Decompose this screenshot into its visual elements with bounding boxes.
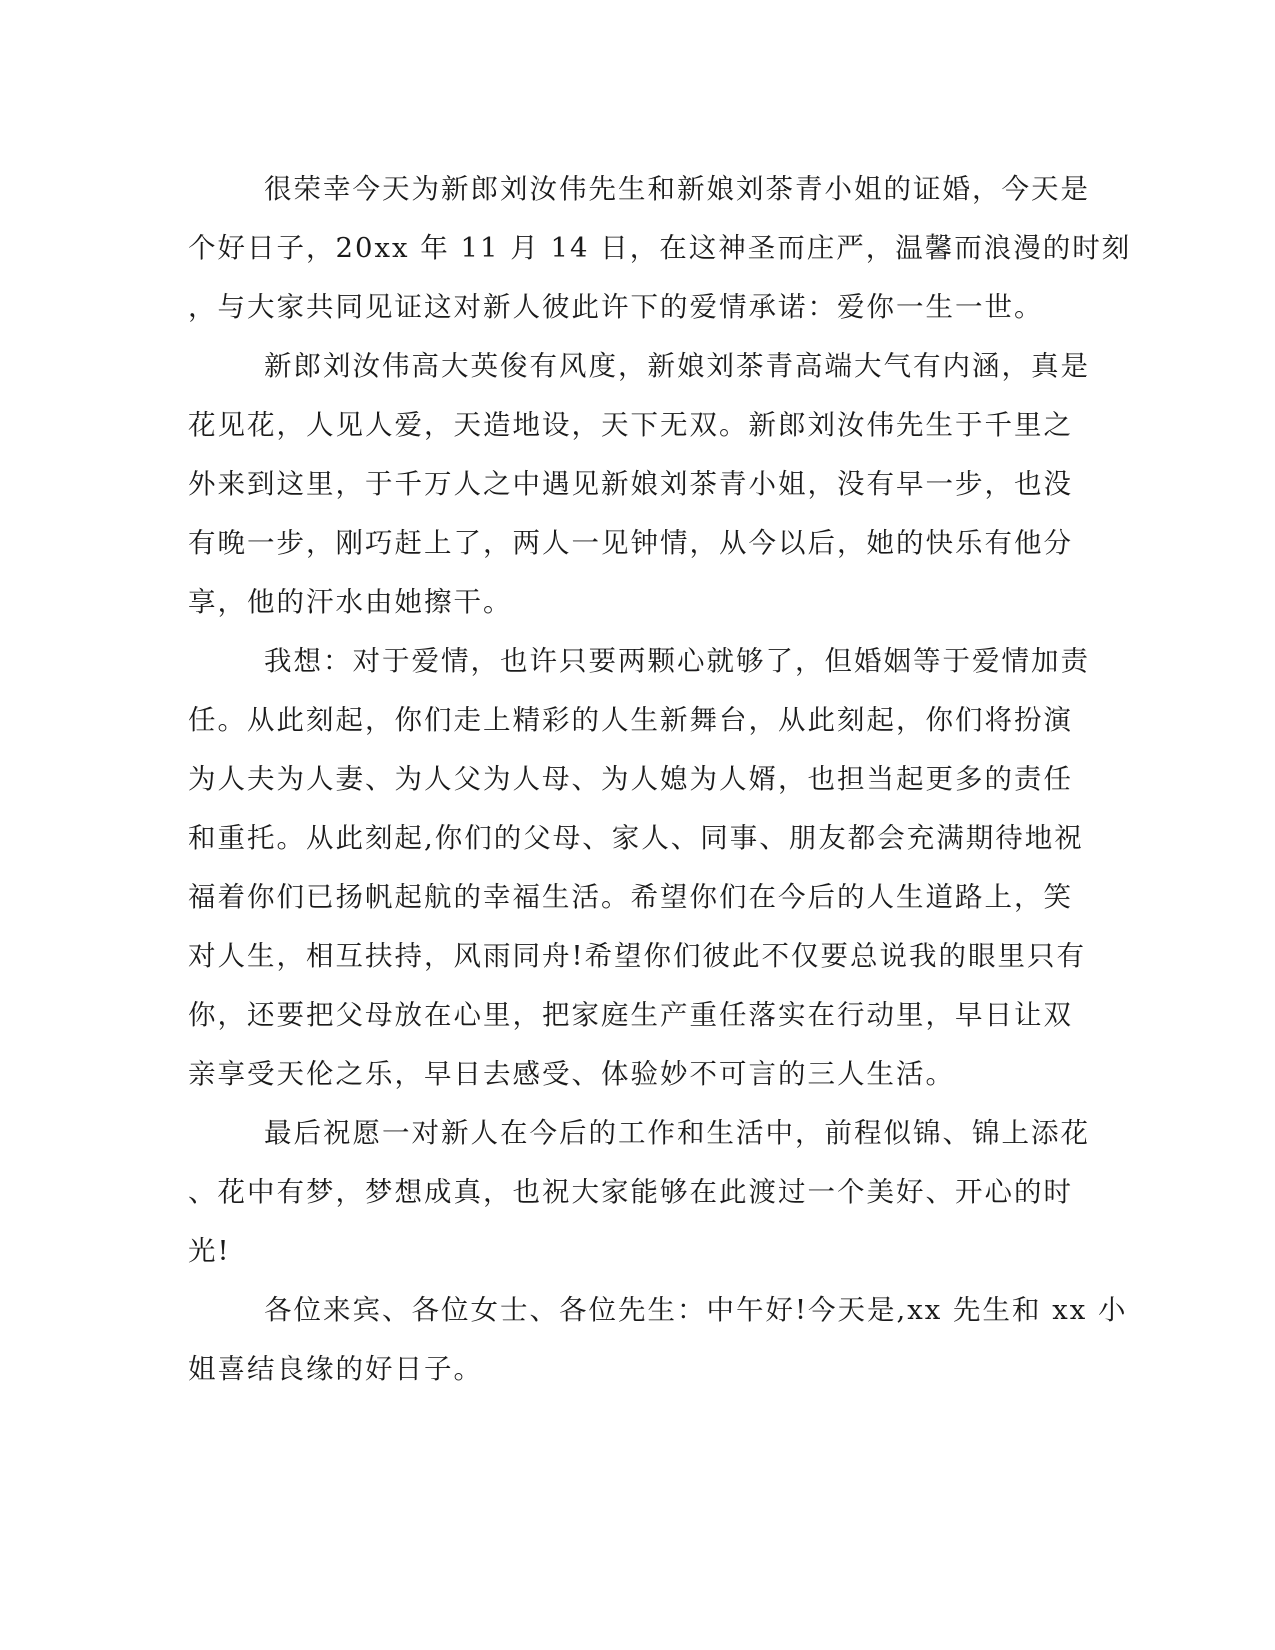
text-line: 有晚一步，刚巧赶上了，两人一见钟情，从今以后，她的快乐有他分 — [188, 527, 1073, 559]
text-line: 最后祝愿一对新人在今后的工作和生活中，前程似锦、锦上添花 — [264, 1117, 1090, 1149]
text-line: 外来到这里，于千万人之中遇见新娘刘茶青小姐，没有早一步，也没 — [188, 468, 1073, 500]
text-line: 享，他的汗水由她擦干。 — [188, 586, 513, 618]
text-line: 、花中有梦，梦想成真，也祝大家能够在此渡过一个美好、开心的时 — [188, 1176, 1073, 1208]
text-line: 新郎刘汝伟高大英俊有风度，新娘刘茶青高端大气有内涵，真是 — [264, 350, 1090, 382]
text-line: 个好日子，20xx 年 11 月 14 日，在这神圣而庄严，温馨而浪漫的时刻 — [188, 232, 1132, 264]
paragraph-3 — [188, 632, 1088, 1104]
text-line: 光! — [188, 1235, 231, 1267]
text-line: 姐喜结良缘的好日子。 — [188, 1353, 483, 1385]
paragraph-1 — [188, 160, 1132, 337]
text-line: ，与大家共同见证这对新人彼此许下的爱情承诺：爱你一生一世。 — [188, 291, 1044, 323]
text-line: 花见花，人见人爱，天造地设，天下无双。新郎刘汝伟先生于千里之 — [188, 409, 1073, 441]
paragraph-2 — [188, 337, 1088, 632]
text-line: 你，还要把父母放在心里，把家庭生产重任落实在行动里，早日让双 — [188, 999, 1073, 1031]
paragraph-5 — [188, 1281, 1128, 1399]
document-body — [188, 160, 1132, 1399]
text-line: 任。从此刻起，你们走上精彩的人生新舞台，从此刻起，你们将扮演 — [188, 704, 1073, 736]
paragraph-4 — [188, 1104, 1088, 1281]
text-line: 对人生，相互扶持，风雨同舟!希望你们彼此不仅要总说我的眼里只有 — [188, 940, 1087, 972]
text-line: 亲享受天伦之乐，早日去感受、体验妙不可言的三人生活。 — [188, 1058, 955, 1090]
text-line: 和重托。从此刻起,你们的父母、家人、同事、朋友都会充满期待地祝 — [188, 822, 1084, 854]
text-line: 各位来宾、各位女士、各位先生：中午好!今天是,xx 先生和 xx 小 — [264, 1294, 1128, 1326]
text-line: 很荣幸今天为新郎刘汝伟先生和新娘刘茶青小姐的证婚，今天是 — [264, 173, 1090, 205]
text-line: 福着你们已扬帆起航的幸福生活。希望你们在今后的人生道路上，笑 — [188, 881, 1073, 913]
text-line: 为人夫为人妻、为人父为人母、为人媳为人婿，也担当起更多的责任 — [188, 763, 1073, 795]
text-line: 我想：对于爱情，也许只要两颗心就够了，但婚姻等于爱情加责 — [264, 645, 1090, 677]
